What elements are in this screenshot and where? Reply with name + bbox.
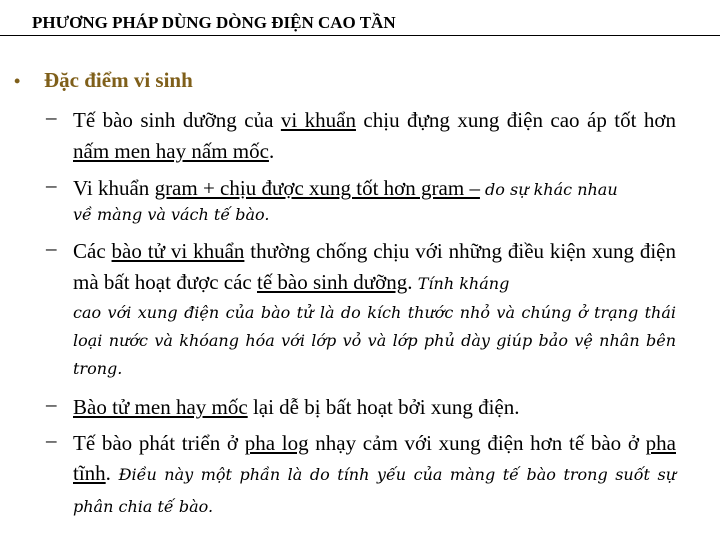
item-text: chịu đựng xung điện cao áp tốt hơn: [355, 108, 676, 132]
item-text: .: [105, 461, 119, 485]
item-text: Tế bào sinh dưỡng của: [73, 108, 281, 132]
item-text: Tế bào phát triển ở: [73, 431, 245, 455]
heading-label: Đặc điểm vi sinh: [44, 68, 193, 92]
underlined-term: pha log: [244, 431, 309, 455]
underlined-term: tế bào sinh dưỡng: [257, 270, 408, 294]
item-text: nhạy cảm với xung điện hơn tế bào ở: [308, 431, 646, 455]
dash-icon: –: [46, 173, 57, 197]
underlined-term: gram + chịu được xung tốt hơn gram –: [154, 176, 480, 200]
item-text: .: [407, 270, 418, 294]
item-text: thường chống chịu với những điều kiện xung điện mà bất hoạt được các: [73, 239, 676, 294]
dash-icon: –: [46, 428, 57, 452]
underlined-term: nấm men hay nấm mốc: [73, 139, 269, 163]
slide-title: PHƯƠNG PHÁP DÙNG DÒNG ĐIỆN CAO TẦN: [32, 13, 396, 32]
item-note: cao với xung điện của bào tử là do kích thước nhỏ và chúng ở trạng thái loại nước và khóang hóa với lớp vỏ và lớp phủ dày giúp bảo vệ nhân bên trong.: [73, 303, 676, 378]
dash-icon: –: [46, 236, 57, 260]
item-note: về màng và vách tế bào.: [73, 205, 270, 224]
list-item: [46, 173, 676, 230]
underlined-term: vi khuẩn: [280, 108, 356, 132]
item-text: Vi khuẩn: [73, 176, 155, 200]
dash-icon: –: [46, 392, 57, 416]
section-heading: [14, 68, 193, 93]
item-note: Điều này một phần là do tính yếu của màng tế bào trong suốt sự phân chia tế bào.: [73, 465, 676, 516]
item-note: Tính kháng: [417, 274, 510, 293]
item-text: .: [268, 139, 275, 163]
item-note: do sự khác nhau: [479, 180, 618, 199]
dash-icon: –: [46, 105, 57, 129]
item-text: lại dễ bị bất hoạt bởi xung điện.: [247, 395, 520, 419]
underlined-term: pha tĩnh: [73, 431, 676, 485]
bullet-icon: •: [14, 71, 21, 91]
list-item: [46, 236, 676, 383]
list-item: [46, 392, 676, 423]
item-text: Các: [73, 239, 112, 263]
list-item: [46, 428, 676, 522]
list-item: [46, 105, 676, 167]
title-divider: [0, 35, 720, 36]
underlined-term: bào tử vi khuẩn: [111, 239, 245, 263]
underlined-term: Bào tử men hay mốc: [73, 395, 248, 419]
